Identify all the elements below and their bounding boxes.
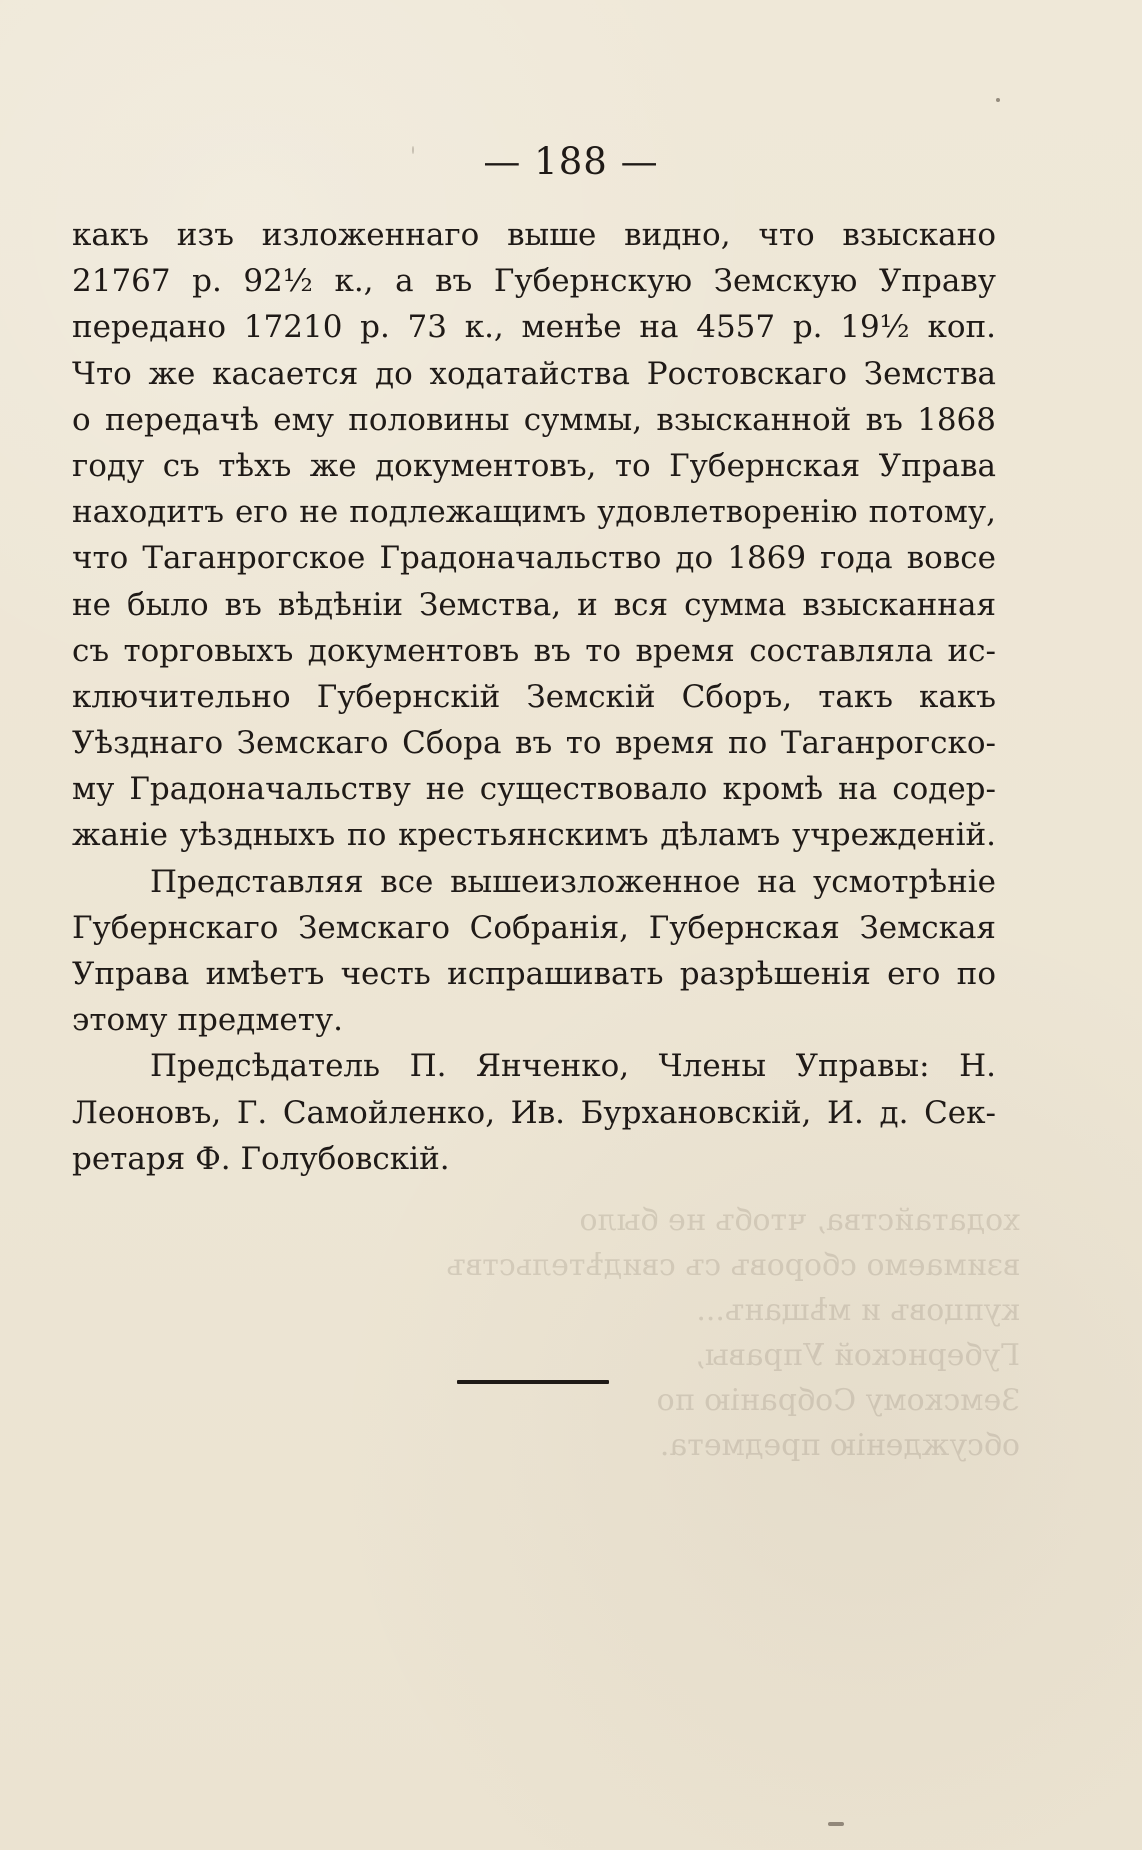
text-line-6: году съ тѣхъ же документовъ, то Губернская Управа bbox=[72, 447, 996, 484]
text-line-11: ключительно Губернскій Земскій Сборъ, такъ какъ bbox=[72, 678, 996, 715]
main-text bbox=[72, 212, 996, 1182]
text-line-20: Леоновъ, Г. Самойленко, Ив. Бурхановскій, И. д. Сек- bbox=[72, 1094, 996, 1131]
text-line-13: му Градоначальству не существовало кромѣ на содер- bbox=[72, 771, 996, 808]
text-line-8: что Таганрогское Градоначальство до 1869 года вовсе bbox=[72, 540, 996, 577]
text-line-4: Что же касается до ходатайства Ростовскаго Земства bbox=[72, 355, 996, 392]
text-line-21: ретаря Ф. Голубовскій. bbox=[72, 1140, 450, 1177]
text-line-3: передано 17210 р. 73 к., менѣе на 4557 р. 19½ коп. bbox=[72, 309, 996, 346]
paper-speck-2 bbox=[828, 1822, 844, 1826]
text-line-18: этому предмету. bbox=[72, 1002, 344, 1039]
text-line-19: Предсѣдатель П. Янченко, Члены Управы: Н. bbox=[150, 1048, 996, 1085]
text-line-9: не было въ вѣдѣніи Земства, и вся сумма взысканная bbox=[72, 586, 996, 623]
show-through-bleed: ходатайства, чтобъ не было взимаемо сборовъ съ свидѣтельствъ купцовъ и мѣщанъ... Губернской Управы, Земскому Собранію по обсужденію предмета. bbox=[446, 1203, 1020, 1463]
text-line-1: какъ изъ изложеннаго выше видно, что взыскано bbox=[72, 217, 996, 253]
paper-speck-1 bbox=[996, 98, 1000, 102]
text-line-17: Управа имѣетъ честь испрашивать разрѣшенія его по bbox=[72, 956, 996, 992]
text-line-16: Губернскаго Земскаго Собранія, Губернская Земская bbox=[72, 909, 996, 946]
paper-speck-3 bbox=[412, 146, 414, 154]
text-line-2: 21767 р. 92½ к., а въ Губернскую Земскую Управу bbox=[72, 263, 996, 300]
page-number: — 188 — bbox=[483, 140, 659, 183]
text-line-5: о передачѣ ему половины суммы, взысканной въ 1868 bbox=[72, 401, 996, 438]
text-line-7: находитъ его не подлежащимъ удовлетворенію потому, bbox=[72, 494, 996, 531]
text-line-10: съ торговыхъ документовъ въ то время составляла ис- bbox=[72, 632, 996, 669]
text-line-14: жаніе уѣздныхъ по крестьянскимъ дѣламъ учрежденій. bbox=[72, 817, 996, 854]
text-line-15: Представляя все вышеизложенное на усмотрѣніе bbox=[150, 863, 996, 900]
text-line-12: Уѣзднаго Земскаго Сбора въ то время по Таганрогско- bbox=[72, 725, 996, 762]
end-divider bbox=[457, 1380, 609, 1384]
